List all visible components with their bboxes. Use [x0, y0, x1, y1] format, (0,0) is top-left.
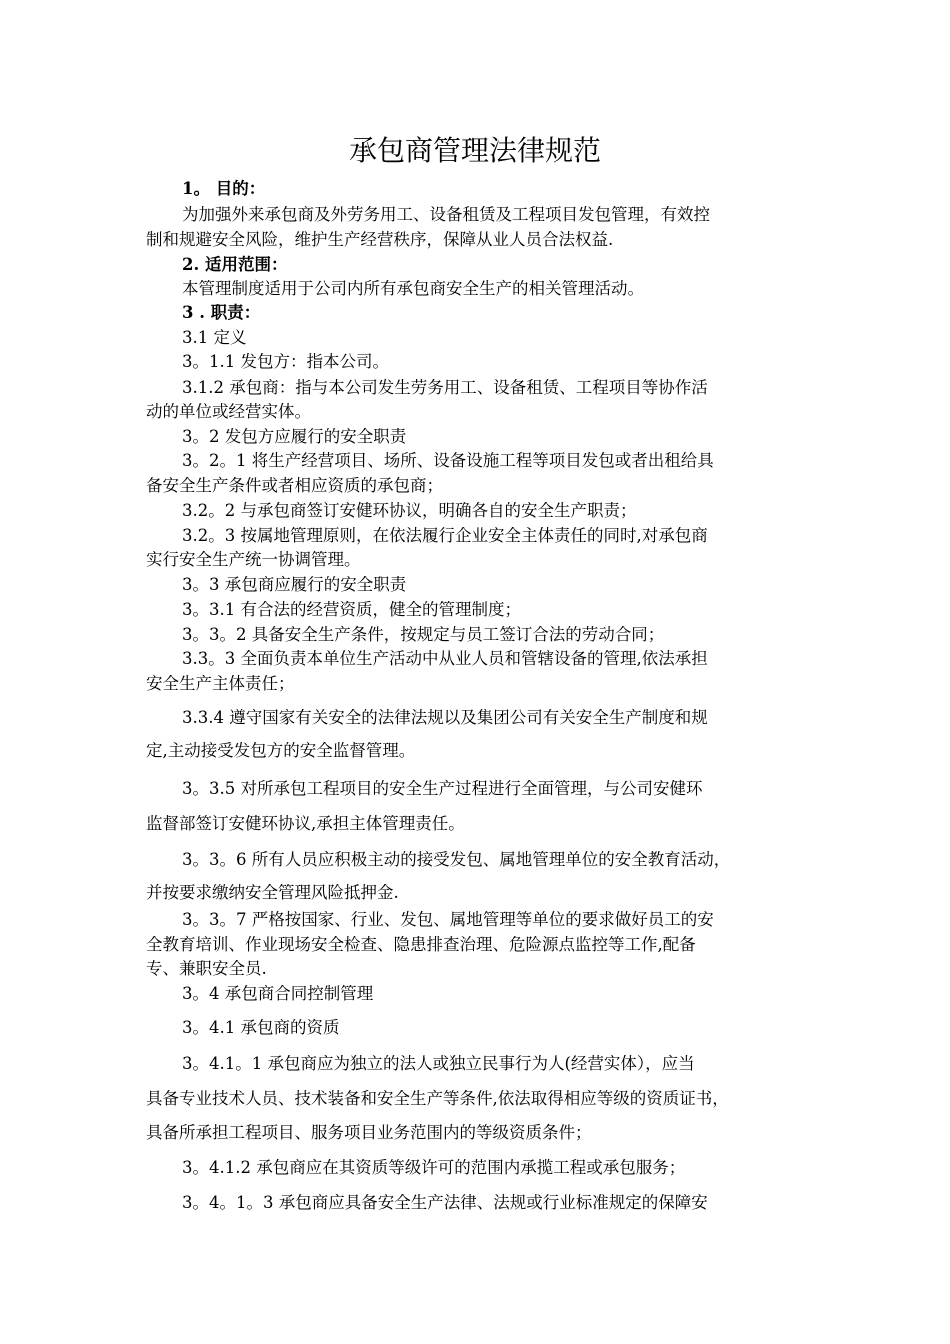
document-title: 承包商管理法律规范	[348, 134, 601, 167]
paragraph-line: 具备所承担工程项目、服务项目业务范围内的等级资质条件；	[146, 1123, 592, 1142]
paragraph-line: 实行安全生产统一协调管理。	[146, 550, 361, 569]
paragraph-line: 3。3。6 所有人员应积极主动的接受发包、属地管理单位的安全教育活动，	[182, 850, 731, 869]
paragraph-line: 监督部签订安健环协议,承担主体管理责任。	[146, 814, 465, 833]
paragraph-line: 3。2 发包方应履行的安全职责	[182, 427, 407, 446]
paragraph-line: 3.3.4 遵守国家有关安全的法律法规以及集团公司有关安全生产制度和规	[182, 708, 708, 727]
paragraph-line: 3。3.5 对所承包工程项目的安全生产过程进行全面管理，与公司安健环	[182, 779, 703, 798]
paragraph-line: 具备专业技术人员、技术装备和安全生产等条件,依法取得相应等级的资质证书，	[146, 1089, 729, 1108]
paragraph-line: 3.1.2 承包商：指与本公司发生劳务用工、设备租赁、工程项目等协作活	[182, 378, 708, 397]
paragraph-line: 3。4 承包商合同控制管理	[182, 984, 374, 1003]
paragraph-line: 3.1 定义	[182, 328, 247, 347]
section-heading: 3 . 职责：	[182, 303, 261, 322]
paragraph-line: 3。2。1 将生产经营项目、场所、设备设施工程等项目发包或者出租给具	[182, 451, 714, 470]
paragraph-line: 专、兼职安全员.	[146, 959, 267, 978]
paragraph-line: 3.2。3 按属地管理原则，在依法履行企业安全主体责任的同时,对承包商	[182, 526, 708, 545]
paragraph-line: 3.2。2 与承包商签订安健环协议，明确各自的安全生产职责；	[182, 501, 637, 520]
paragraph-line: 备安全生产条件或者相应资质的承包商；	[146, 476, 443, 495]
paragraph-line: 3。3。2 具备安全生产条件，按规定与员工签订合法的劳动合同；	[182, 625, 665, 644]
paragraph-line: 安全生产主体责任；	[146, 674, 295, 693]
paragraph-line: 3。3 承包商应履行的安全职责	[182, 575, 407, 594]
section-heading: 2. 适用范围：	[182, 255, 288, 274]
paragraph-line: 3。4.1.2 承包商应在其资质等级许可的范围内承揽工程或承包服务；	[182, 1158, 686, 1177]
paragraph-line: 制和规避安全风险，维护生产经营秩序，保障从业人员合法权益.	[146, 230, 614, 249]
paragraph-line: 定,主动接受发包方的安全监督管理。	[146, 741, 416, 760]
paragraph-line: 为加强外来承包商及外劳务用工、设备租赁及工程项目发包管理，有效控	[182, 205, 710, 224]
paragraph-line: 并按要求缴纳安全管理风险抵押金.	[146, 883, 399, 902]
paragraph-line: 3。3.1 有合法的经营资质，健全的管理制度；	[182, 600, 521, 619]
section-heading: 1。 目的：	[182, 179, 266, 198]
paragraph-line: 3。4。1。3 承包商应具备安全生产法律、法规或行业标准规定的保障安	[182, 1193, 708, 1212]
paragraph-line: 全教育培训、作业现场安全检查、隐患排查治理、危险源点监控等工作,配备	[146, 935, 696, 954]
paragraph-line: 动的单位或经营实体。	[146, 402, 311, 421]
paragraph-line: 3.3。3 全面负责本单位生产活动中从业人员和管辖设备的管理,依法承担	[182, 649, 708, 668]
paragraph-line: 3。4.1。1 承包商应为独立的法人或独立民事行为人(经营实体），应当	[182, 1054, 695, 1073]
paragraph-line: 3。3。7 严格按国家、行业、发包、属地管理等单位的要求做好员工的安	[182, 910, 714, 929]
paragraph-line: 本管理制度适用于公司内所有承包商安全生产的相关管理活动。	[182, 279, 644, 298]
paragraph-line: 3。4.1 承包商的资质	[182, 1018, 340, 1037]
paragraph-line: 3。1.1 发包方：指本公司。	[182, 352, 389, 371]
